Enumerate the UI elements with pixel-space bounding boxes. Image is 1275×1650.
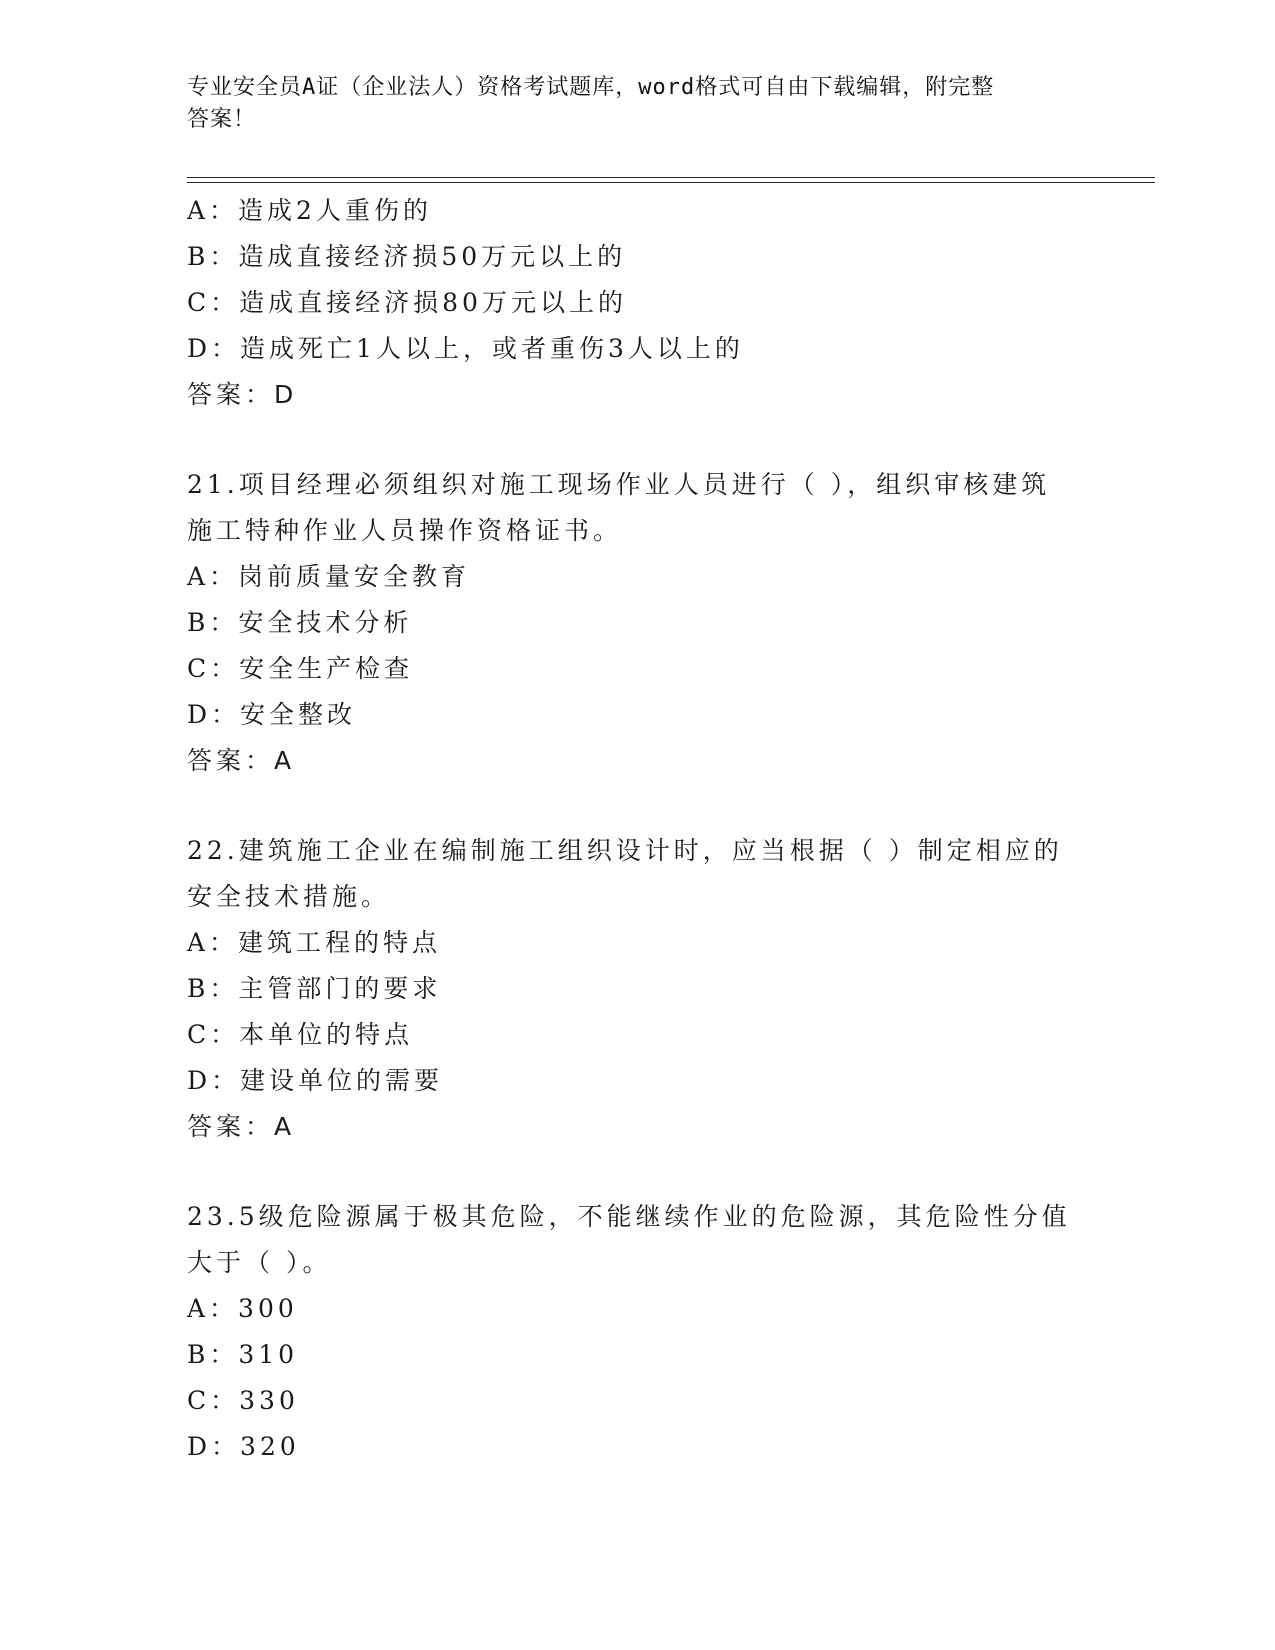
option-a: A：建筑工程的特点 bbox=[187, 928, 442, 957]
option-d: D：建设单位的需要 bbox=[187, 1066, 444, 1095]
question-21 bbox=[187, 462, 1087, 784]
option-d: D：造成死亡1人以上，或者重伤3人以上的 bbox=[187, 334, 744, 363]
question-stem-line-1: 21.项目经理必须组织对施工现场作业人员进行（ ），组织审核建筑 bbox=[187, 470, 1051, 499]
question-list bbox=[187, 188, 1087, 1470]
spacer bbox=[187, 784, 1087, 828]
answer: 答案：A bbox=[187, 746, 296, 775]
header-line-1: 专业安全员A证（企业法人）资格考试题库，word格式可自由下载编辑，附完整 bbox=[187, 75, 995, 100]
spacer bbox=[187, 418, 1087, 462]
option-b: B：310 bbox=[187, 1340, 299, 1369]
header-line-2: 答案！ bbox=[187, 107, 257, 132]
answer: 答案：A bbox=[187, 1112, 296, 1141]
spacer bbox=[187, 1150, 1087, 1194]
question-stem-line-2: 大于（ ）。 bbox=[187, 1248, 332, 1277]
option-a: A：岗前质量安全教育 bbox=[187, 562, 471, 591]
question-20 bbox=[187, 188, 1087, 418]
question-stem-line-2: 施工特种作业人员操作资格证书。 bbox=[187, 516, 623, 545]
option-d: D：320 bbox=[187, 1432, 300, 1461]
answer: 答案：D bbox=[187, 380, 298, 409]
question-stem-line-1: 22.建筑施工企业在编制施工组织设计时，应当根据（ ）制定相应的 bbox=[187, 836, 1063, 865]
option-c: C：本单位的特点 bbox=[187, 1020, 414, 1049]
question-23 bbox=[187, 1194, 1087, 1470]
option-c: C：330 bbox=[187, 1386, 299, 1415]
option-b: B：安全技术分析 bbox=[187, 608, 413, 637]
header-rule-top bbox=[187, 177, 1155, 178]
option-c: C：安全生产检查 bbox=[187, 654, 414, 683]
question-22 bbox=[187, 828, 1087, 1150]
option-a: A：造成2人重伤的 bbox=[187, 196, 432, 225]
option-b: B：造成直接经济损50万元以上的 bbox=[187, 242, 627, 271]
option-a: A：300 bbox=[187, 1294, 298, 1323]
option-d: D：安全整改 bbox=[187, 700, 357, 729]
question-stem-line-1: 23.5级危险源属于极其危险，不能继续作业的危险源，其危险性分值 bbox=[187, 1202, 1071, 1231]
document-header bbox=[187, 72, 1067, 136]
option-c: C：造成直接经济损80万元以上的 bbox=[187, 288, 627, 317]
question-stem-line-2: 安全技术措施。 bbox=[187, 882, 391, 911]
header-rule-bottom bbox=[187, 182, 1155, 183]
option-b: B：主管部门的要求 bbox=[187, 974, 442, 1003]
